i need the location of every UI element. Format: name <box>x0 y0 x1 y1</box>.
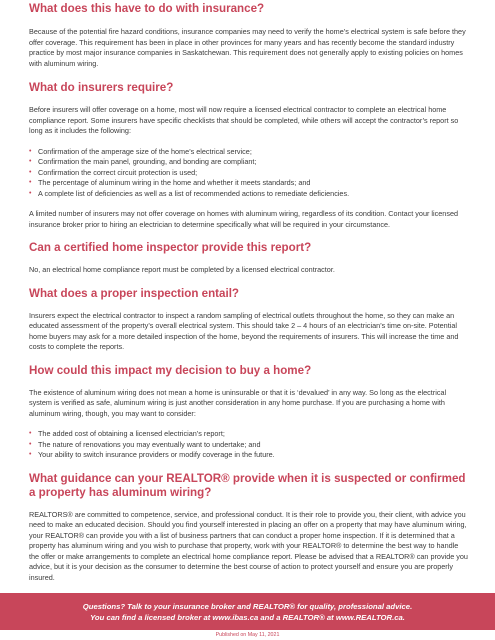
list-item: • The added cost of obtaining a licensed electrician’s report; <box>29 429 469 440</box>
list-item: • Confirmation the main panel, grounding, and bonding are compliant; <box>29 157 469 168</box>
section-paragraph: Before insurers will offer coverage on a home, most will now require a licensed electrical contractor to complete an electrical home compliance report. Some insurers have specific checklists that should be completed, while others will accept the contractor’s report so long as it includes the following: <box>29 105 459 135</box>
section-heading-insurers-require: What do insurers require? <box>29 81 174 94</box>
section-paragraph: Because of the potential fire hazard conditions, insurance companies may need to verify the home’s electrical system is safe before they offer coverage. This requirement has been in place in other provinces for many years and has recently become the standard industry practice by most major insurance companies in Saskatchewan. This requirement does not generally apply to existing policies on homes with aluminum wiring. <box>29 27 466 68</box>
section-paragraph: REALTORS® are committed to competence, service, and professional conduct. It is their role to provide you, their client, with advice you need to make an educated decision. Should you find yourself interested in placing an offer on a property that may have aluminum wiring, your REALTOR® can provide you with a list of business partners that can conduct a proper home inspection. If it is determined that a property has aluminum wiring and you wish to purchase that property, work with your REALTOR® to determine the best way to handle the offer or make arrangements to complete an electrical home compliance report. Please be advised that a REALTOR® can provide you advice, but it is your decision as the consumer to determine the best course of action to protect yourself and ensure you are properly insured. <box>29 509 468 582</box>
list-item: • Confirmation of the amperage size of the home’s electrical service; <box>29 147 469 158</box>
section-heading-proper-inspection: What does a proper inspection entail? <box>29 286 240 300</box>
footer-line-links: You can find a licensed broker at www.ibas.ca and a REALTOR® at www.REALTOR.ca. <box>90 612 405 622</box>
footer-line-questions: Questions? Talk to your insurance broker and REALTOR® for quality, professional advice. <box>82 601 413 611</box>
section-heading-insurance: What does this have to do with insurance? <box>29 2 265 15</box>
section-paragraph: A limited number of insurers may not offer coverage on homes with aluminum wiring, regardless of its condition. Contact your licensed insurance broker prior to hiring an electrician to determine specifically what will be required in your circumstance. <box>29 209 459 229</box>
section-heading-impact-decision: How could this impact my decision to buy a home? <box>29 363 312 377</box>
footer-banner <box>0 593 495 630</box>
published-date: Published on May 11, 2021 <box>215 632 280 638</box>
document-body <box>29 0 469 583</box>
list-item: • The nature of renovations you may eventually want to undertake; and <box>29 440 469 451</box>
section-paragraph: No, an electrical home compliance report must be completed by a licensed electrical contractor. <box>29 265 335 274</box>
list-item: • Confirmation the correct circuit protection is used; <box>29 168 469 179</box>
section-paragraph: The existence of aluminum wiring does not mean a home is uninsurable or that it is ‘devalued’ in any way. So long as the electrical system is verified as safe, aluminum wiring is just another consideration in any home purchase. If you are purchasing a home with aluminum wiring, though, you may want to consider: <box>29 387 447 418</box>
list-item: • Your ability to switch insurance providers or modify coverage in the future. <box>29 450 469 461</box>
section-heading-home-inspector: Can a certified home inspector provide this report? <box>29 241 312 254</box>
list-item: • The percentage of aluminum wiring in the home and whether it meets standards; and <box>29 178 469 189</box>
list-item: • A complete list of deficiencies as well as a list of recommended actions to remediate deficiencies. <box>29 189 469 200</box>
section-paragraph: Insurers expect the electrical contractor to inspect a random sampling of electrical outlets throughout the home, so they can make an educated assessment of the property’s overall electrical system. This should take 2 – 4 hours of an electrician’s time on-site. Potential home buyers may ask for a more detailed inspection of the home, beyond the requirements of insurers. This will increase the time and costs to complete the reports. <box>29 310 459 351</box>
considerations-list <box>29 429 469 461</box>
requirements-list <box>29 147 469 200</box>
section-heading-realtor-guidance: What guidance can your REALTOR® provide when it is suspected or confirmed a property has aluminum wiring? <box>29 471 466 499</box>
